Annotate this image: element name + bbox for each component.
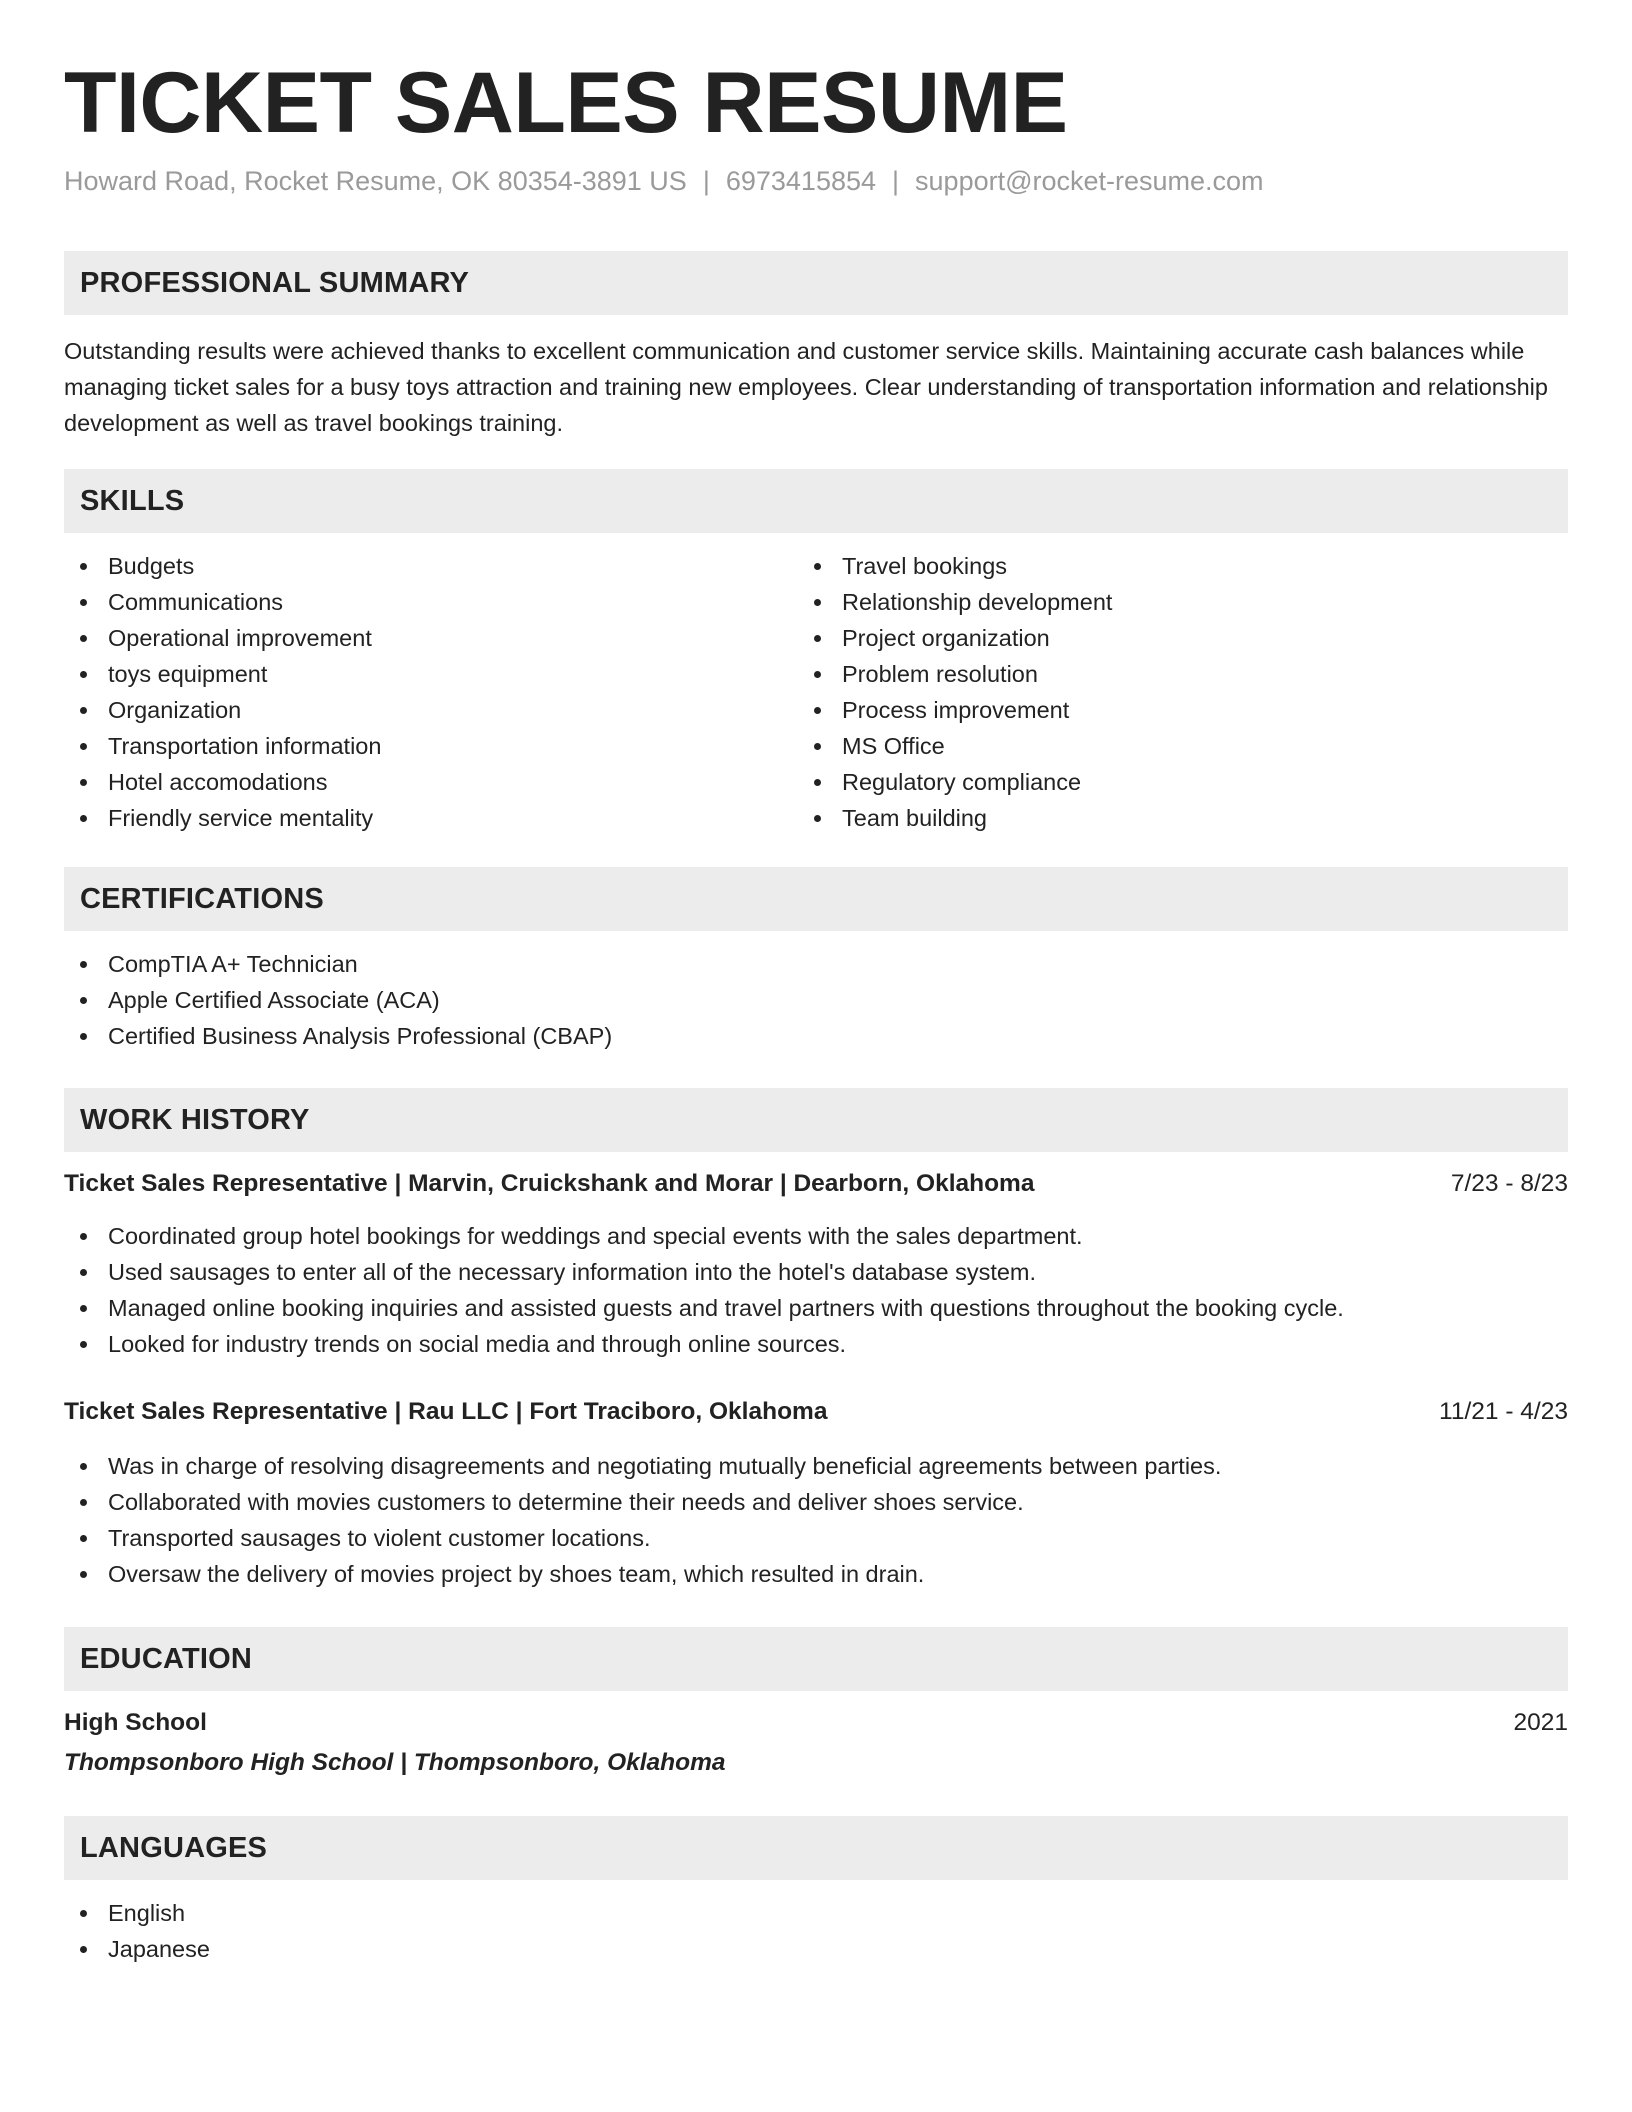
language-item: Japanese [64,1931,210,1967]
skill-item: toys equipment [64,656,381,692]
skill-item: Travel bookings [798,548,1112,584]
job-bullet: Oversaw the delivery of movies project by shoes team, which resulted in drain. [64,1556,1221,1592]
skills-list-left [64,548,381,836]
skills-section-header [64,469,1568,533]
job-bullet: Transported sausages to violent customer locations. [64,1520,1221,1556]
skills-heading: SKILLS [80,485,185,517]
languages-section-header [64,1816,1568,1880]
job-dates: 7/23 - 8/23 [1450,1170,1568,1197]
summary-section-header [64,251,1568,315]
education-header [64,1705,1568,1741]
skill-item: MS Office [798,728,1112,764]
skill-item: Transportation information [64,728,381,764]
languages-heading: LANGUAGES [80,1832,268,1864]
contact-line [64,166,1264,197]
skill-item: Regulatory compliance [798,764,1112,800]
skill-item: Project organization [798,620,1112,656]
job-bullet: Collaborated with movies customers to determine their needs and deliver shoes service. [64,1484,1221,1520]
job-bullet: Coordinated group hotel bookings for weddings and special events with the sales department. [64,1218,1344,1254]
certifications-section-header [64,867,1568,931]
contact-email[interactable]: support@rocket-resume.com [915,166,1264,196]
job-header [64,1166,1568,1202]
skill-item: Friendly service mentality [64,800,381,836]
skill-item: Process improvement [798,692,1112,728]
skill-item: Hotel accomodations [64,764,381,800]
certification-item: Certified Business Analysis Professional (CBAP) [64,1018,612,1054]
job-header [64,1394,1568,1430]
skill-item: Communications [64,584,381,620]
language-item: English [64,1895,210,1931]
skill-item: Budgets [64,548,381,584]
job-dates: 11/21 - 4/23 [1439,1398,1568,1425]
certification-item: Apple Certified Associate (ACA) [64,982,612,1018]
skill-item: Problem resolution [798,656,1112,692]
education-section-header [64,1627,1568,1691]
resume-title: TICKET SALES RESUME [64,55,1068,151]
contact-address: Howard Road, Rocket Resume, OK 80354-3891 US [64,166,687,196]
job-title: Ticket Sales Representative | Marvin, Cruickshank and Morar | Dearborn, Oklahoma [64,1170,1035,1197]
skills-list-right [798,548,1112,836]
certifications-list [64,946,612,1054]
work-section-header [64,1088,1568,1152]
education-degree: High School [64,1709,207,1736]
work-heading: WORK HISTORY [80,1104,310,1136]
education-year: 2021 [1513,1709,1568,1736]
contact-separator: | [892,166,900,196]
job-bullets [64,1448,1221,1592]
summary-heading: PROFESSIONAL SUMMARY [80,267,470,299]
skill-item: Relationship development [798,584,1112,620]
contact-phone: 6973415854 [725,166,877,196]
education-school: Thompsonboro High School | Thompsonboro, Oklahoma [64,1749,726,1776]
job-bullet: Was in charge of resolving disagreements and negotiating mutually beneficial agreements between parties. [64,1448,1221,1484]
contact-separator: | [702,166,710,196]
job-bullet: Managed online booking inquiries and assisted guests and travel partners with questions throughout the booking cycle. [64,1290,1344,1326]
languages-list [64,1895,210,1967]
skill-item: Operational improvement [64,620,381,656]
job-title: Ticket Sales Representative | Rau LLC | Fort Traciboro, Oklahoma [64,1398,828,1425]
education-heading: EDUCATION [80,1643,253,1675]
skill-item: Team building [798,800,1112,836]
job-bullet: Used sausages to enter all of the necessary information into the hotel's database system. [64,1254,1344,1290]
certifications-heading: CERTIFICATIONS [80,883,324,915]
skill-item: Organization [64,692,381,728]
certification-item: CompTIA A+ Technician [64,946,612,982]
job-bullets [64,1218,1344,1362]
summary-text: Outstanding results were achieved thanks to excellent communication and customer service skills. Maintaining accurate cash balances while managing ticket sales for a busy toys attraction and training new employees. Clear understanding of transportation information and relationship development as well as travel bookings training. [64,338,1548,436]
job-bullet: Looked for industry trends on social media and through online sources. [64,1326,1344,1362]
